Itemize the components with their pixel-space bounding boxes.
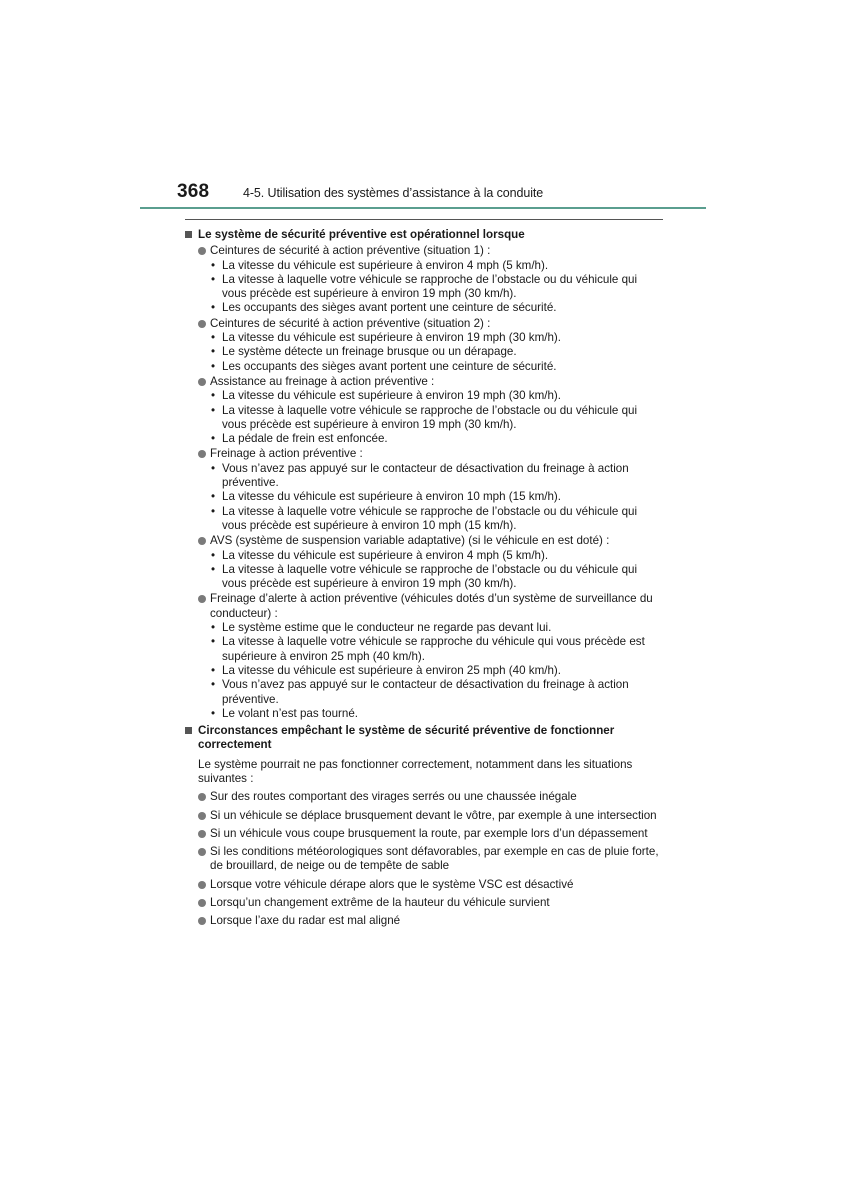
section-heading-text: Le système de sécurité préventive est opérationnel lorsque [198, 228, 525, 241]
dot-bullet-icon: • [211, 490, 216, 504]
sub-item-text: Le système détecte un freinage brusque ou un dérapage. [222, 345, 517, 359]
sub-item [185, 301, 663, 315]
sub-item [185, 563, 663, 592]
sub-item-text: La pédale de frein est enfoncée. [222, 432, 388, 446]
circle-bullet-icon [198, 830, 206, 838]
list-item [185, 878, 663, 892]
intro-paragraph: Le système pourrait ne pas fonctionner correctement, notamment dans les situations suivantes : [198, 757, 633, 785]
list-item [185, 914, 663, 928]
circle-bullet-icon [198, 917, 206, 925]
section-heading-text: Circonstances empêchant le système de sécurité préventive de fonctionner correctement [198, 724, 615, 752]
circle-bullet-icon [198, 320, 206, 328]
page-number: 368 [177, 181, 210, 202]
sub-item-text: La vitesse du véhicule est supérieure à environ 19 mph (30 km/h). [222, 389, 561, 403]
list-item-text: Sur des routes comportant des virages serrés ou une chaussée inégale [210, 790, 577, 804]
circle-bullet-icon [198, 537, 206, 545]
list-item-label: Freinage à action préventive : [210, 447, 363, 461]
sub-item [185, 462, 663, 491]
list-item-label: AVS (système de suspension variable adaptative) (si le véhicule en est doté) : [210, 534, 610, 548]
sub-item-text: La vitesse à laquelle votre véhicule se rapproche de l’obstacle ou du véhicule qui vous précède est supérieure à environ 19 mph (30 km/h). [222, 403, 638, 431]
sub-item [185, 360, 663, 374]
sub-item-text: La vitesse à laquelle votre véhicule se rapproche de l’obstacle ou du véhicule qui vous précède est supérieure à environ 10 mph (15 km/h). [222, 504, 638, 532]
sub-item [185, 621, 663, 635]
list-item-text: Si un véhicule se déplace brusquement devant le vôtre, par exemple à une intersection [210, 808, 657, 822]
sub-item [185, 549, 663, 563]
sub-item [185, 490, 663, 504]
sub-item [185, 505, 663, 534]
list-item-label: Assistance au freinage à action préventive : [210, 374, 435, 388]
dot-bullet-icon: • [211, 258, 216, 272]
dot-bullet-icon: • [211, 621, 216, 635]
sub-item [185, 678, 663, 707]
condition-list [185, 244, 663, 721]
sub-item-text: La vitesse à laquelle votre véhicule se rapproche de l’obstacle ou du véhicule qui vous précède est supérieure à environ 19 mph (30 km/h). [222, 562, 638, 591]
sub-item [185, 664, 663, 678]
sub-item-text: Les occupants des sièges avant portent une ceinture de sécurité. [222, 359, 557, 373]
sub-item-text: La vitesse à laquelle votre véhicule se rapproche du véhicule qui vous précède est supérieure à environ 25 mph (40 km/h). [222, 635, 645, 663]
list-item-text: Si un véhicule vous coupe brusquement la route, par exemple lors d’un dépassement [210, 826, 648, 840]
list-item [185, 827, 663, 841]
square-bullet-icon [185, 231, 192, 238]
section-heading [185, 228, 663, 242]
dot-bullet-icon: • [211, 389, 216, 403]
sub-item-text: La vitesse à laquelle votre véhicule se rapproche de l’obstacle ou du véhicule qui vous précède est supérieure à environ 19 mph (30 km/h). [222, 272, 638, 301]
list-item [185, 592, 663, 621]
content [185, 228, 663, 929]
sub-item [185, 273, 663, 302]
sub-item [185, 389, 663, 403]
dot-bullet-icon: • [211, 706, 216, 720]
list-item [185, 375, 663, 389]
list-item [185, 845, 663, 874]
list-item [185, 534, 663, 548]
section-heading [185, 724, 663, 753]
list-item [185, 244, 663, 258]
circle-bullet-icon [198, 899, 206, 907]
content-divider [185, 219, 663, 220]
sub-item [185, 635, 663, 664]
dot-bullet-icon: • [211, 678, 216, 692]
dot-bullet-icon: • [211, 663, 216, 677]
sub-item-text: La vitesse du véhicule est supérieure à environ 4 mph (5 km/h). [222, 258, 549, 272]
dot-bullet-icon: • [211, 432, 216, 446]
section-title: 4-5. Utilisation des systèmes d’assistance à la conduite [243, 186, 544, 200]
list-item [185, 790, 663, 804]
circle-bullet-icon [198, 793, 206, 801]
circle-bullet-icon [198, 595, 206, 603]
dot-bullet-icon: • [211, 504, 216, 518]
sub-item-text: La vitesse du véhicule est supérieure à environ 25 mph (40 km/h). [222, 663, 561, 677]
sub-item [185, 432, 663, 446]
dot-bullet-icon: • [211, 301, 216, 315]
list-item-label: Ceintures de sécurité à action préventive (situation 2) : [210, 316, 491, 330]
sub-item-text: La vitesse du véhicule est supérieure à environ 4 mph (5 km/h). [222, 548, 549, 562]
dot-bullet-icon: • [211, 461, 216, 475]
dot-bullet-icon: • [211, 562, 216, 576]
sub-item [185, 345, 663, 359]
dot-bullet-icon: • [211, 635, 216, 649]
sub-item-text: La vitesse du véhicule est supérieure à environ 19 mph (30 km/h). [222, 331, 561, 345]
list-item [185, 447, 663, 461]
dot-bullet-icon: • [211, 331, 216, 345]
list-item [185, 896, 663, 910]
sub-item-text: La vitesse du véhicule est supérieure à environ 10 mph (15 km/h). [222, 490, 561, 504]
list-item-label: Ceintures de sécurité à action préventive (situation 1) : [210, 244, 491, 258]
list-item-label: Freinage d’alerte à action préventive (véhicules dotés d’un système de surveillance du conducteur) : [210, 592, 653, 620]
sub-item [185, 404, 663, 433]
dot-bullet-icon: • [211, 345, 216, 359]
sub-item-text: Vous n’avez pas appuyé sur le contacteur de désactivation du freinage à action préventive. [222, 678, 629, 706]
circle-bullet-icon [198, 881, 206, 889]
square-bullet-icon [185, 727, 192, 734]
list-item-text: Lorsque votre véhicule dérape alors que le système VSC est désactivé [210, 877, 574, 891]
header-rule [140, 207, 706, 209]
dot-bullet-icon: • [211, 272, 216, 286]
circle-bullet-icon [198, 378, 206, 386]
sub-item-text: Les occupants des sièges avant portent une ceinture de sécurité. [222, 301, 557, 315]
list-item-text: Lorsqu’un changement extrême de la hauteur du véhicule survient [210, 896, 550, 910]
sub-item-text: Vous n’avez pas appuyé sur le contacteur de désactivation du freinage à action préventive. [222, 461, 629, 490]
circle-bullet-icon [198, 812, 206, 820]
sub-item [185, 259, 663, 273]
list-item [185, 809, 663, 823]
list-item [185, 317, 663, 331]
sub-item-text: Le système estime que le conducteur ne regarde pas devant lui. [222, 621, 552, 635]
list-item-text: Si les conditions météorologiques sont défavorables, par exemple en cas de pluie forte, de brouillard, de neige ou de tempête de sable [210, 845, 659, 873]
sub-item [185, 331, 663, 345]
list-item-text: Lorsque l’axe du radar est mal aligné [210, 914, 401, 928]
circle-bullet-icon [198, 848, 206, 856]
dot-bullet-icon: • [211, 548, 216, 562]
sub-item-text: Le volant n’est pas tourné. [222, 706, 358, 720]
dot-bullet-icon: • [211, 359, 216, 373]
circumstance-list [185, 790, 663, 928]
sub-item [185, 707, 663, 721]
circle-bullet-icon [198, 247, 206, 255]
circle-bullet-icon [198, 450, 206, 458]
dot-bullet-icon: • [211, 403, 216, 417]
